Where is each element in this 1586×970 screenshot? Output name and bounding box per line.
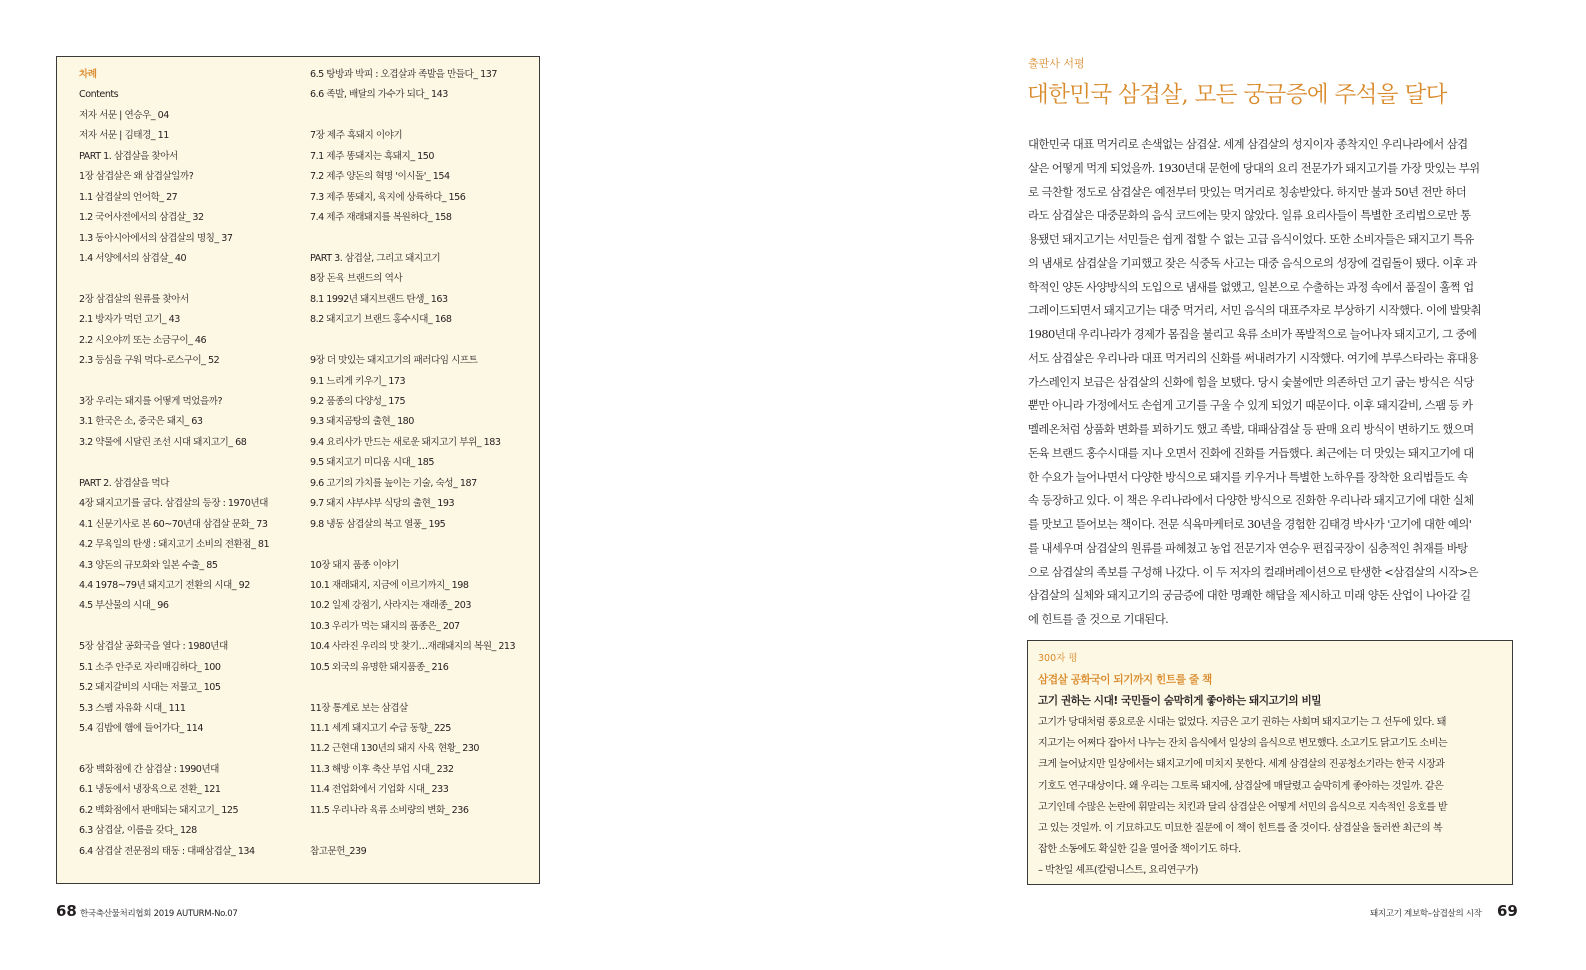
toc-entry: 5.4 김밥에 햄에 들어가다_ 114 <box>79 723 203 734</box>
toc-entry: 6.2 백화점에서 판매되는 돼지고기_ 125 <box>79 804 239 816</box>
page-number-right: 69 <box>1497 902 1518 920</box>
toc-entry: 6장 백화점에 간 삼겹살 : 1990년대 <box>79 763 219 775</box>
toc-entry: 6.3 삼겹살, 이름을 갖다_ 128 <box>79 825 197 837</box>
toc-entry: 저자 서문 | 김태경_ 11 <box>79 130 169 142</box>
toc-entry <box>310 821 538 841</box>
toc-entry: 6.5 탕방과 박피 : 오겹살과 족발을 만들다_ 137 <box>310 69 497 80</box>
toc-entry: PART 2. 삼겹살을 먹다 <box>79 477 169 489</box>
toc-entry: 5.3 스팸 자유화 시대_ 111 <box>79 702 186 714</box>
toc-entry: 4.4 1978~79년 돼지고기 전환의 시대_ 92 <box>79 579 250 591</box>
toc-entry: 차례 <box>79 69 97 80</box>
toc-entry: 9.1 느리게 키우기_ 173 <box>310 375 406 387</box>
toc-entry: 9.5 돼지고기 미디움 시대_ 185 <box>310 457 434 469</box>
toc-entry: 7.4 제주 재래돼지를 복원하다_ 158 <box>310 212 452 224</box>
toc-entry: 저자 서문 | 연승우_ 04 <box>79 109 169 121</box>
toc-entry: 4.5 부산물의 시대_ 96 <box>79 600 169 612</box>
body-text-line: 그레이드되면서 돼지고기는 대중 먹거리, 서민 음식의 대표주자로 부상하기 시작했다. 이에 발맞춰 <box>1028 303 1481 318</box>
toc-entry: 3.2 약물에 시달린 조선 시대 돼지고기_ 68 <box>79 436 247 448</box>
body-text-line: 뿐만 아니라 가정에서도 손쉽게 고기를 구울 수 있게 되었기 때문이다. 이후 돼지갈비, 스팸 등 카 <box>1028 398 1473 413</box>
toc-entry: 6.1 냉동에서 냉장육으로 전환_ 121 <box>79 784 221 796</box>
toc-entry <box>310 331 538 351</box>
toc-entry: 11.5 우리나라 육류 소비량의 변화_ 236 <box>310 804 469 816</box>
toc-entry: 10.4 사라진 우리의 맛 찾기…재래돼지의 복원_ 213 <box>310 641 516 653</box>
toc-entry: 10장 돼지 품종 이야기 <box>310 559 399 571</box>
review-text-line: 고 있는 것일까. 이 기묘하고도 미묘한 질문에 이 책이 힌트를 줄 것이다. 삼겹살을 둘러싼 최근의 복 <box>1038 822 1443 834</box>
review-text-line: 기호도 연구대상이다. 왜 우리는 그토록 돼지에, 삼겹살에 매달렸고 숨막히게 좋아하는 것일까. 같은 <box>1038 780 1444 792</box>
toc-entry: 8.1 1992년 돼지브랜드 탄생_ 163 <box>310 293 448 305</box>
toc-entry: 10.2 일제 강점기, 사라지는 재래종_ 203 <box>310 600 471 612</box>
body-text-line: 를 내세우며 삼겹살의 원류를 파헤쳤고 농업 전문기자 연승우 편집국장이 심층적인 취재를 바탕 <box>1028 540 1468 555</box>
toc-entry: 11.3 해방 이후 축산 부업 시대_ 232 <box>310 763 454 775</box>
review-text-line: 고기가 당대처럼 풍요로운 시대는 없었다. 지금은 고기 권하는 사회며 돼지고기는 그 선두에 있다. 돼 <box>1038 717 1446 728</box>
review-text-line: 잡한 소동에도 확실한 길을 열어줄 책이기도 하다. <box>1038 844 1241 856</box>
toc-entry: 8장 돈육 브랜드의 역사 <box>310 273 403 285</box>
toc-entry: 3.1 한국은 소, 중국은 돼지_ 63 <box>79 416 203 428</box>
footer-left: 한국축산물처리협회 2019 AUTURM-No.07 <box>80 909 238 919</box>
body-text-line: 돈육 브랜드 홍수시대를 지나 오면서 진화에 진화를 거듭했다. 최근에는 더 맛있는 돼지고기에 대 <box>1028 445 1474 460</box>
toc-entry: 4장 돼지고기를 굽다. 삼겹살의 등장 : 1970년대 <box>79 498 268 510</box>
toc-entry: 9.6 고기의 가치를 높이는 기술, 숙성_ 187 <box>310 477 477 489</box>
toc-entry: 11장 통계로 보는 삼겹살 <box>310 702 408 714</box>
body-text-line: 삼겹살의 실체와 돼지고기의 궁금증에 대한 명쾌한 해답을 제시하고 미래 양돈 산업이 나아갈 길 <box>1028 588 1471 603</box>
body-text-line: 1980년대 우리나라가 경제가 몸집을 불리고 육류 소비가 폭발적으로 늘어나자 돼지고기, 그 중에 <box>1028 327 1477 341</box>
toc-entry: 11.4 전업화에서 기업화 시대_ 233 <box>310 784 449 796</box>
toc-entry: 2.1 방자가 먹던 고기_ 43 <box>79 314 180 326</box>
toc-entry: 7장 제주 흑돼지 이야기 <box>310 130 403 142</box>
toc-entry: 7.3 제주 똥돼지, 육지에 상륙하다_ 156 <box>310 191 466 203</box>
toc-entry: 3장 우리는 돼지를 어떻게 먹었을까? <box>79 396 223 407</box>
toc-entry: 10.5 외국의 유명한 돼지품종_ 216 <box>310 661 449 673</box>
toc-entry: 9.8 냉동 삼겹살의 복고 열풍_ 195 <box>310 518 446 530</box>
toc-entry: 10.3 우리가 먹는 돼지의 품종은_ 207 <box>310 620 460 632</box>
toc-entry: 5장 삼겹살 공화국을 열다 : 1980년대 <box>79 641 228 653</box>
toc-entry: 10.1 재래돼지, 지금에 이르기까지_ 198 <box>310 579 469 591</box>
toc-entry: 5.1 소주 안주로 자리매김하다_ 100 <box>79 661 221 673</box>
review-text-line: 고기인데 수많은 논란에 휘말리는 치킨과 달리 삼겹살은 어떻게 서민의 음식으로 지속적인 응호를 받 <box>1038 801 1448 813</box>
toc-entry: 2.3 등심을 구워 먹다–로스구이_ 52 <box>79 355 220 367</box>
toc-entry: 4.3 양돈의 규모화와 일본 수출_ 85 <box>79 559 218 571</box>
toc-entry <box>79 617 304 637</box>
toc-entry: 참고문헌_239 <box>310 845 367 857</box>
review-subheadline: 고기 권하는 시대! 국민들이 숨막히게 좋아하는 돼지고기의 비밀 <box>1038 695 1322 707</box>
review-body <box>1028 133 1514 632</box>
toc-entry <box>79 269 304 289</box>
toc-entry: 1.2 국어사전에서의 삼겹살_ 32 <box>79 212 204 224</box>
body-text-line: 대한민국 대표 먹거리로 손색없는 삼겹살. 세계 삼겹살의 성지이자 종착지인 우리나라에서 삼겹 <box>1028 137 1468 151</box>
page-number-left: 68 <box>56 902 77 920</box>
footer-right: 돼지고기 계보학–삼겹살의 시작 <box>1370 909 1482 919</box>
body-text-line: 용됐던 돼지고기는 서민들은 쉽게 접할 수 없는 고급 음식이었다. 또한 소비자들은 돼지고기 특유 <box>1028 232 1474 246</box>
toc-entry <box>79 453 304 473</box>
body-text-line: 살은 어떻게 먹게 되었을까. 1930년대 문헌에 당대의 요리 전문가가 돼지고기를 가장 맛있는 부위 <box>1028 160 1480 175</box>
toc-entry <box>79 372 304 392</box>
toc-entry: 9.2 품종의 다양성_ 175 <box>310 396 406 407</box>
body-text-line: 라도 삼겹살은 대중문화의 음식 코드에는 맞지 않았다. 일류 요리사들이 특별한 조리법으로만 통 <box>1028 208 1471 223</box>
toc-entry: 1.4 서양에서의 삼겹살_ 40 <box>79 252 187 264</box>
review-headline: 삼겹살 공화국이 되기까지 힌트를 줄 책 <box>1038 674 1212 686</box>
review-text-line: 크게 늘어났지만 일상에서는 돼지고기에 미치지 못한다. 세계 삼겹살의 진공청소기라는 한국 시장과 <box>1038 759 1445 771</box>
toc-entry: 2.2 시오야끼 또는 소금구이_ 46 <box>79 334 207 346</box>
toc-entry: 1장 삼겹살은 왜 삼겹살일까? <box>79 171 194 183</box>
body-text-line: 한 수요가 늘어나면서 다양한 방식으로 돼지를 키우거나 특별한 노하우를 장착한 요리법들도 속 <box>1028 469 1468 484</box>
toc-column-right <box>310 65 538 862</box>
toc-entry: Contents <box>79 89 119 101</box>
body-text-line: 서도 삼겹살은 우리나라 대표 먹거리의 신화를 써내려가기 시작했다. 여기에 부루스타라는 휴대용 <box>1028 350 1478 365</box>
body-text-line: 가스레인지 보급은 삼겹살의 신화에 힘을 보탰다. 당시 숯불에만 의존하던 고기 굽는 방식은 식당 <box>1028 374 1474 389</box>
toc-entry: 2장 삼겹살의 원류를 찾아서 <box>79 293 189 305</box>
toc-entry: 9장 더 맛있는 돼지고기의 패러다임 시프트 <box>310 355 478 367</box>
page-title: 대한민국 삼겹살, 모든 궁금증에 주석을 달다 <box>1027 82 1447 108</box>
review-label: 300자 평 <box>1038 653 1078 664</box>
review-text <box>1038 712 1508 860</box>
toc-column-left <box>79 65 304 862</box>
toc-entry: 9.7 돼지 샤부샤부 식당의 출현_ 193 <box>310 498 455 510</box>
body-text-line: 으로 삼겹살의 족보를 구성해 나갔다. 이 두 저자의 컬래버레이션으로 탄생한 <삼겹살의 시작>은 <box>1028 564 1479 579</box>
review-attribution: – 박찬일 셰프(칼럼니스트, 요리연구가) <box>1038 865 1198 877</box>
toc-entry: 6.6 족발, 배달의 가수가 되다_ 143 <box>310 89 448 101</box>
toc-entry: PART 3. 삼겹살, 그리고 돼지고기 <box>310 252 441 264</box>
body-text-line: 의 냄새로 삼겹살을 기피했고 잦은 식중독 사고는 대중 음식으로의 성장에 걸림돌이 됐다. 이후 과 <box>1028 255 1477 270</box>
body-text-line: 로 극찬할 정도로 삼겹살은 예전부터 맛있는 먹거리로 칭송받았다. 하지만 불과 50년 전만 하더 <box>1028 184 1467 199</box>
toc-entry <box>310 106 538 126</box>
toc-entry: 5.2 돼지갈비의 시대는 저물고_ 105 <box>79 682 221 694</box>
table-of-contents <box>56 56 540 884</box>
toc-entry: 9.3 돼지곰탕의 출현_ 180 <box>310 416 414 428</box>
body-text-line: 를 맛보고 뜯어보는 책이다. 전문 식육마케터로 30년을 경험한 김태경 박사가 '고기에 대한 예의' <box>1028 517 1472 531</box>
toc-entry: 7.1 제주 똥돼지는 흑돼지_ 150 <box>310 150 434 162</box>
toc-entry <box>79 739 304 759</box>
section-kicker: 출판사 서평 <box>1028 57 1085 70</box>
body-text-line: 학적인 양돈 사양방식의 도입으로 냄새를 없앴고, 일본으로 수출하는 과정 속에서 품질이 훌쩍 업 <box>1028 279 1474 294</box>
toc-entry: 8.2 돼지고기 브랜드 홍수시대_ 168 <box>310 314 452 326</box>
toc-entry: 6.4 삼겹살 전문점의 태동 : 대패삼겹살_ 134 <box>79 845 255 857</box>
toc-entry: 4.2 무육일의 탄생 : 돼지고기 소비의 전환점_ 81 <box>79 539 270 551</box>
toc-entry <box>310 229 538 249</box>
toc-entry <box>310 678 538 698</box>
toc-entry: 1.1 삼겹살의 언어학_ 27 <box>79 191 178 203</box>
toc-entry: 9.4 요리사가 만드는 새로운 돼지고기 부위_ 183 <box>310 436 501 448</box>
short-review-box <box>1027 640 1513 885</box>
toc-entry: 11.2 근현대 130년의 돼지 사육 현황_ 230 <box>310 743 480 755</box>
toc-entry <box>310 535 538 555</box>
toc-entry: 4.1 신문기사로 본 60~70년대 삼겹살 문화_ 73 <box>79 518 268 530</box>
body-text-line: 멜레온처럼 상품화 변화를 꾀하기도 했고 족발, 대패삼겹살 등 판매 요리 방식이 변하기도 했으며 <box>1028 422 1474 436</box>
body-text-line: 에 힌트를 줄 것으로 기대된다. <box>1028 612 1169 626</box>
toc-entry: 11.1 세계 돼지고기 수급 동향_ 225 <box>310 723 451 734</box>
review-text-line: 지고기는 어쩌다 잡아서 나누는 잔치 음식에서 일상의 음식으로 변모했다. 소고기도 닭고기도 소비는 <box>1038 738 1448 750</box>
toc-entry: 1.3 동아시아에서의 삼겹살의 명칭_ 37 <box>79 232 233 244</box>
toc-entry: 7.2 제주 양돈의 혁명 '이시돌'_ 154 <box>310 171 450 183</box>
toc-entry: PART 1. 삼겹살을 찾아서 <box>79 150 178 162</box>
body-text-line: 속 등장하고 있다. 이 책은 우리나라에서 다양한 방식으로 진화한 우리나라 돼지고기에 대한 실체 <box>1028 493 1474 508</box>
